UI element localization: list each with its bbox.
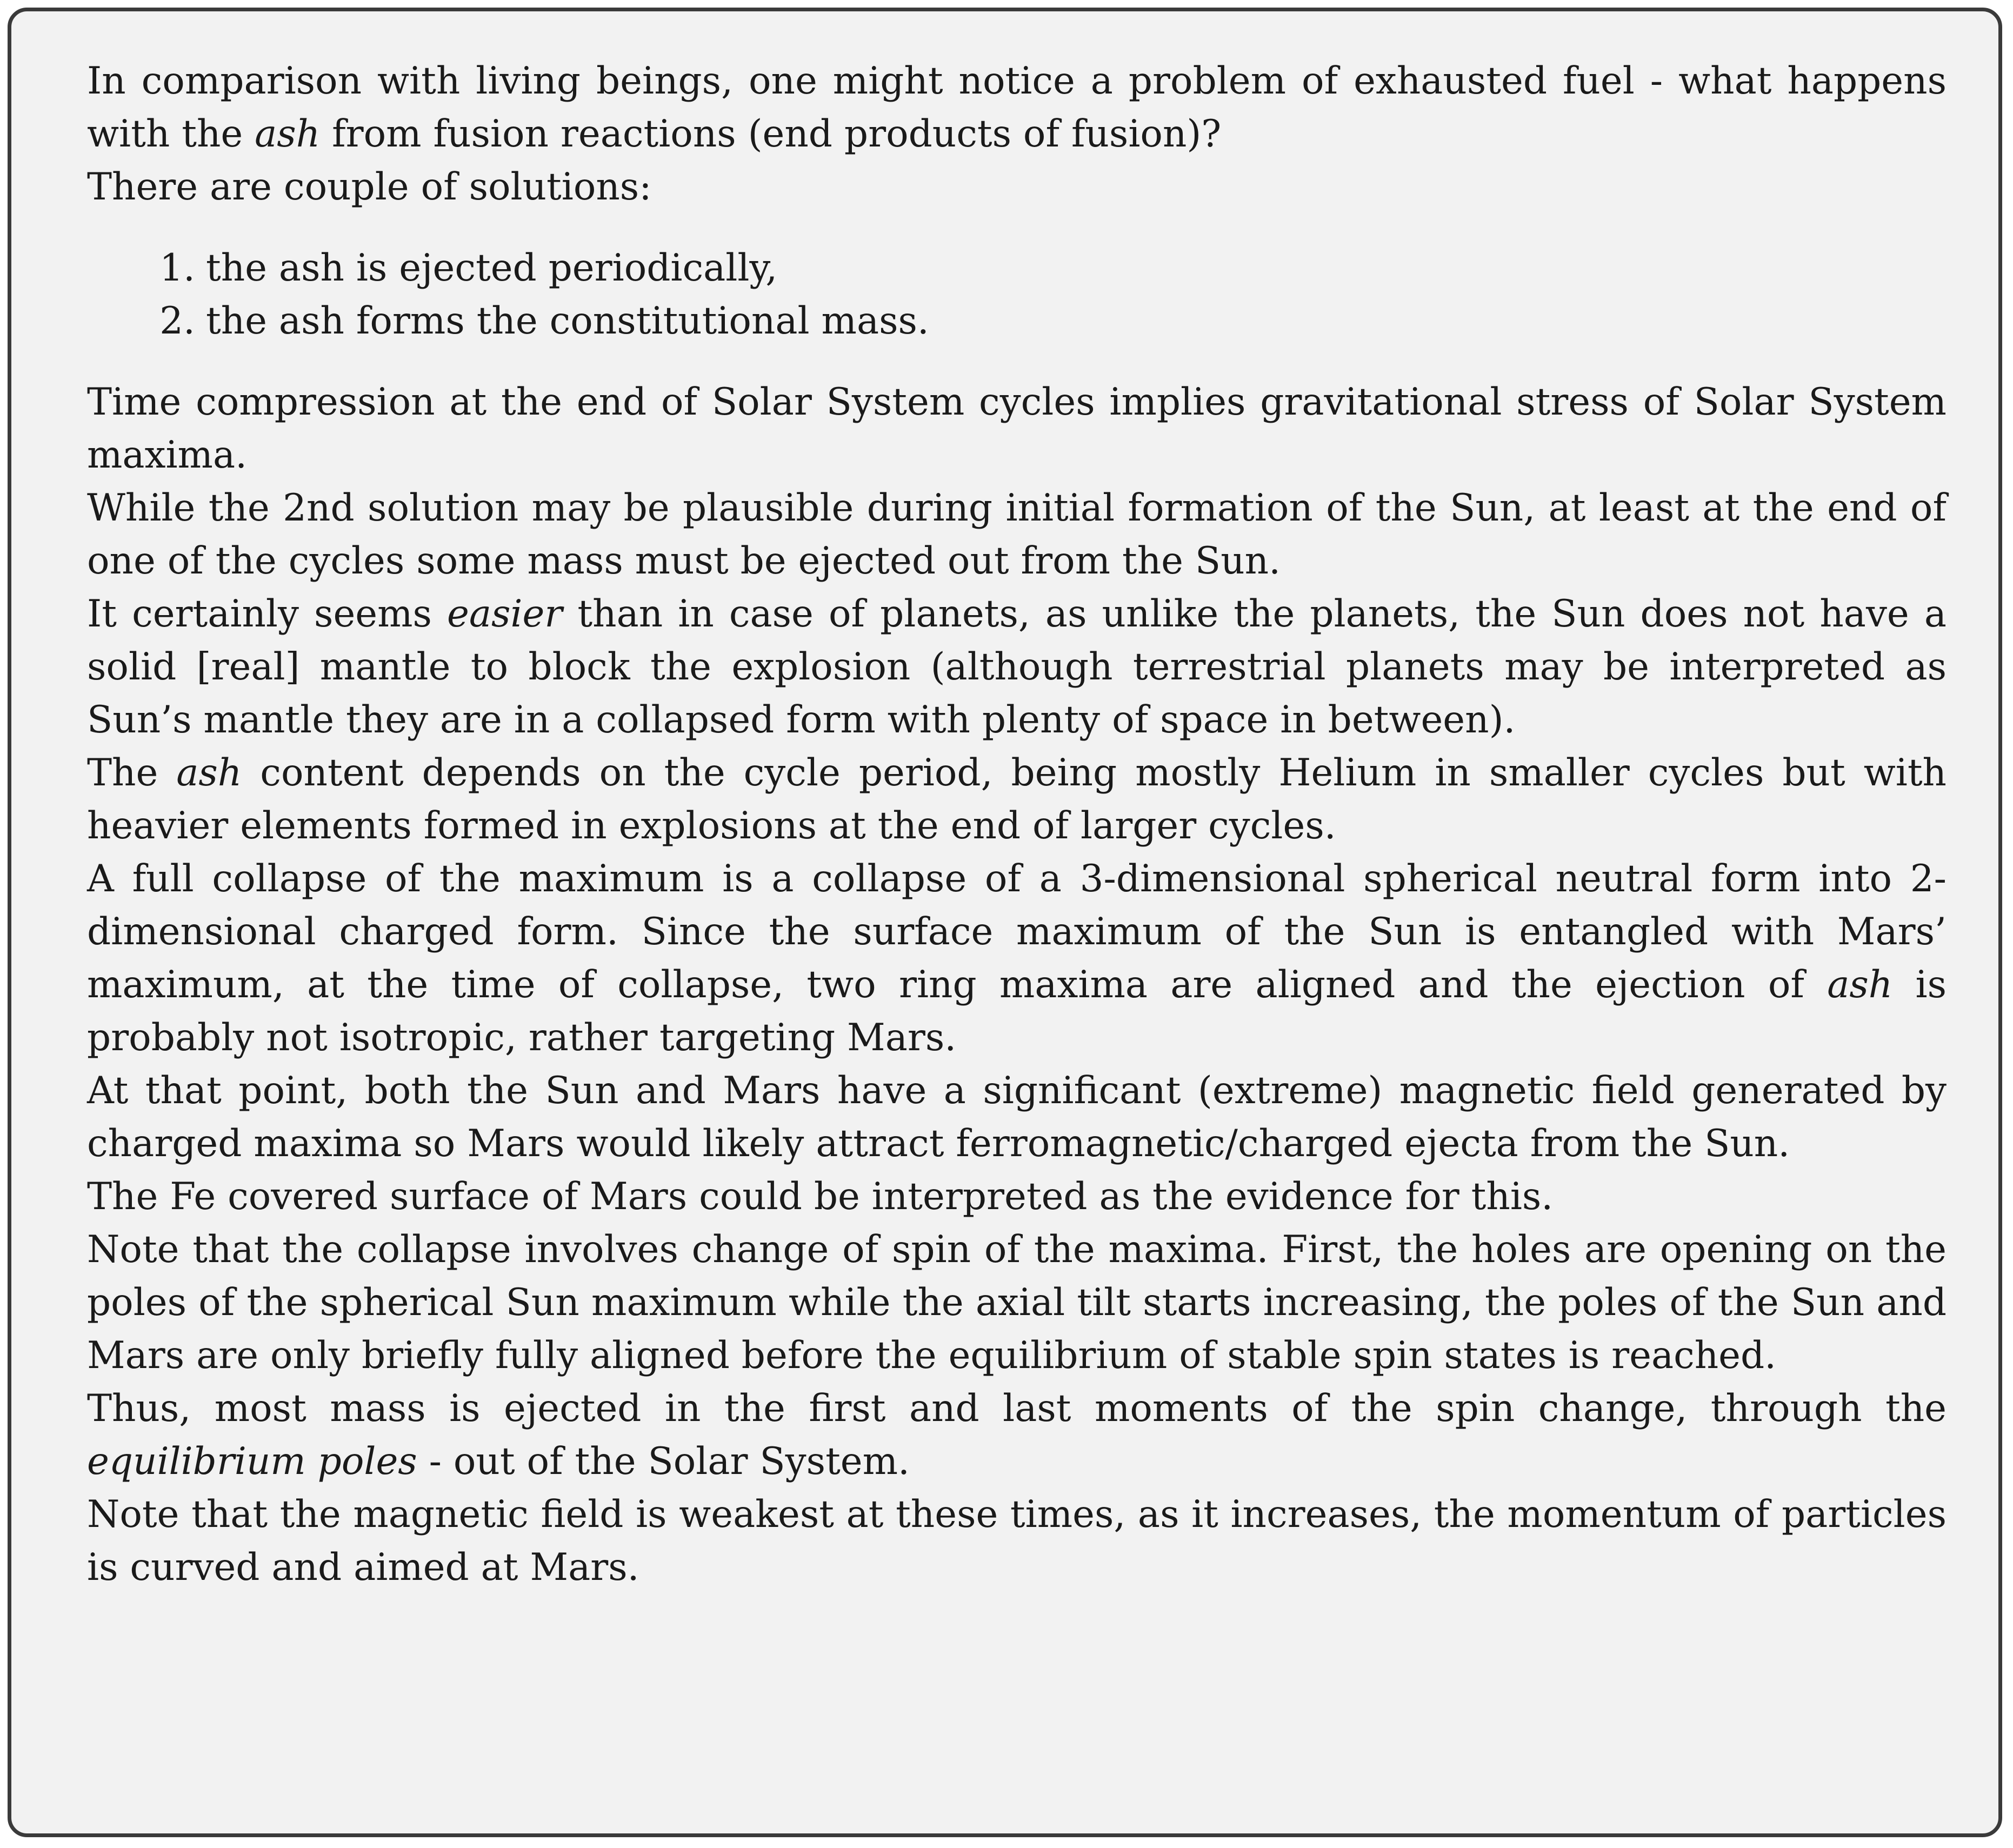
paragraph-fe-surface: The Fe covered surface of Mars could be interpreted as the evidence for this. bbox=[87, 1175, 1554, 1218]
paragraph-ash-question: In comparison with living beings, one might notice a problem of exhausted fuel - what happens with the ash from fusion reactions (end products of fusion)? bbox=[87, 59, 1947, 156]
paragraph-mass-ejection: Thus, most mass is ejected in the first and last moments of the spin change, through the equilibrium poles - out of the Solar System. bbox=[87, 1387, 1947, 1483]
paragraph-solutions-intro: There are couple of solutions: bbox=[87, 165, 652, 209]
paragraph-easier: It certainly seems easier than in case of planets, as unlike the planets, the Sun does not have a solid [real] mantle to block the explosion (although terrestrial planets may be interpreted as Sun’s mantle they are in a collapsed form with plenty of space in between). bbox=[87, 592, 1947, 742]
list-item: 2. the ash forms the constitutional mass. bbox=[159, 299, 929, 343]
document-body bbox=[87, 55, 1947, 1594]
paragraph-second-solution: While the 2nd solution may be plausible during initial formation of the Sun, at least at the end of one of the cycles some mass must be ejected out from the Sun. bbox=[87, 486, 1947, 583]
paragraph-magnetic-field: At that point, both the Sun and Mars have a significant (extreme) magnetic field generated by charged maxima so Mars would likely attract ferromagnetic/charged ejecta from the Sun. bbox=[87, 1069, 1947, 1165]
list-item: 1. the ash is ejected periodically, bbox=[159, 246, 778, 290]
paragraph-time-compression: Time compression at the end of Solar System cycles implies gravitational stress of Solar System maxima. bbox=[87, 381, 1947, 477]
solutions-list bbox=[87, 242, 1947, 348]
paragraph-weak-field: Note that the magnetic field is weakest at these times, as it increases, the momentum of particles is curved and aimed at Mars. bbox=[87, 1493, 1947, 1589]
paragraph-ash-content: The ash content depends on the cycle period, being mostly Helium in smaller cycles but with heavier elements formed in explosions at the end of larger cycles. bbox=[87, 751, 1947, 848]
paragraph-spin-change: Note that the collapse involves change of spin of the maxima. First, the holes are opening on the poles of the spherical Sun maximum while the axial tilt starts increasing, the poles of the Sun and Mars are only briefly fully aligned before the equilibrium of stable spin states is reached. bbox=[87, 1228, 1947, 1377]
paragraph-full-collapse: A full collapse of the maximum is a collapse of a 3-dimensional spherical neutral form into 2-dimensional charged form. Since the surface maximum of the Sun is entangled with Mars’ maximum, at the time of collapse, two ring maxima are aligned and the ejection of ash is probably not isotropic, rather targeting Mars. bbox=[87, 857, 1947, 1059]
text-frame bbox=[8, 8, 2002, 1837]
